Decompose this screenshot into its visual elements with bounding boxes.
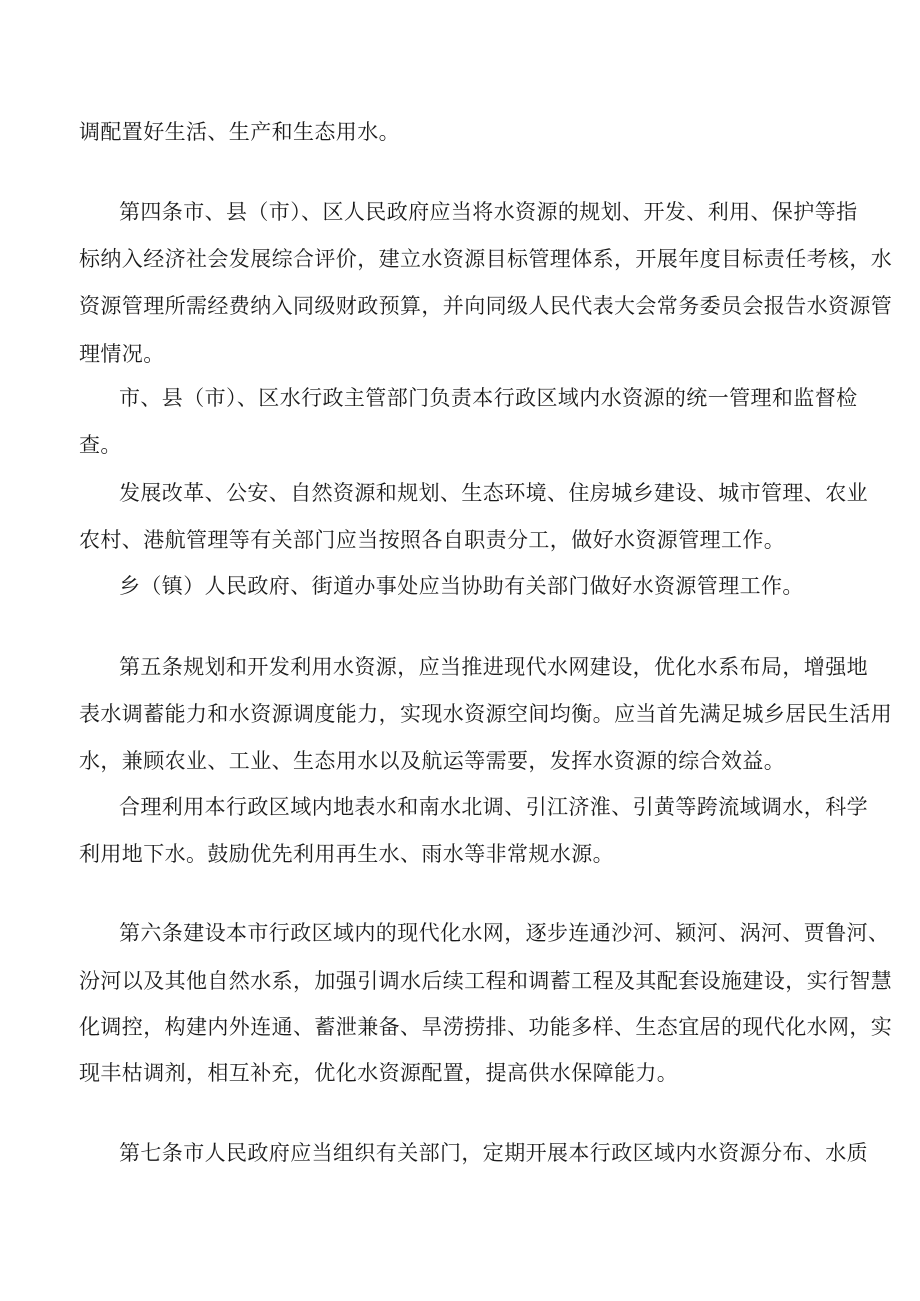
text-line: 乡（镇）人民政府、街道办事处应当协助有关部门做好水资源管理工作。 xyxy=(119,574,804,598)
article-5-line-1: 第五条规划和开发利用水资源，应当推进现代水网建设，优化水系布局，增强地 xyxy=(119,655,868,679)
text-line: 利用地下水。鼓励优先利用再生水、雨水等非常规水源。 xyxy=(79,842,614,866)
article-7-line-1: 第七条市人民政府应当组织有关部门，定期开展本行政区域内水资源分布、水质 xyxy=(119,1141,868,1165)
article-4-line-1: 第四条市、县（市）、区人民政府应当将水资源的规划、开发、利用、保护等指 xyxy=(119,200,858,224)
text-line: 资源管理所需经费纳入同级财政预算，并向同级人民代表大会常务委员会报告水资源管 xyxy=(79,294,893,318)
text-line: 市、县（市）、区水行政主管部门负责本行政区域内水资源的统一管理和监督检 xyxy=(119,386,858,410)
text-line: 现丰枯调剂，相互补充，优化水资源配置，提高供水保障能力。 xyxy=(79,1061,679,1085)
article-6-line-1: 第六条建设本市行政区域内的现代化水网，逐步连通沙河、颍河、涡河、贾鲁河、 xyxy=(119,921,890,945)
text-line: 表水调蓄能力和水资源调度能力，实现水资源空间均衡。应当首先满足城乡居民生活用 xyxy=(79,702,893,726)
text-line: 农村、港航管理等有关部门应当按照各自职责分工，做好水资源管理工作。 xyxy=(79,528,786,552)
text-line: 理情况。 xyxy=(79,342,165,366)
text-line: 合理利用本行政区域内地表水和南水北调、引江济淮、引黄等跨流域调水，科学 xyxy=(119,795,868,819)
text-line: 汾河以及其他自然水系，加强引调水后续工程和调蓄工程及其配套设施建设，实行智慧 xyxy=(79,969,893,993)
text-line: 标纳入经济社会发展综合评价，建立水资源目标管理体系，开展年度目标责任考核，水 xyxy=(79,247,893,271)
text-line: 发展改革、公安、自然资源和规划、生态环境、住房城乡建设、城市管理、农业 xyxy=(119,481,868,505)
text-line: 查。 xyxy=(79,433,122,457)
text-line: 调配置好生活、生产和生态用水。 xyxy=(79,120,400,144)
text-line: 水，兼顾农业、工业、生态用水以及航运等需要，发挥水资源的综合效益。 xyxy=(79,749,786,773)
text-line: 化调控，构建内外连通、蓄泄兼备、旱涝捞排、功能多样、生态宜居的现代化水网，实 xyxy=(79,1015,893,1039)
